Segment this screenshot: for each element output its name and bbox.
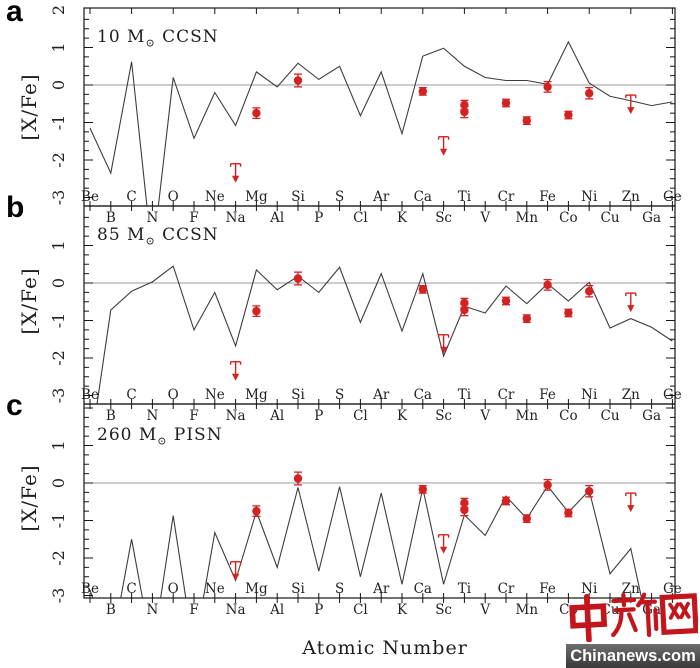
element-label-Ga: Ga (642, 210, 662, 226)
element-label-F: F (189, 408, 199, 424)
panel-b-letter: b (6, 191, 25, 224)
watermark-url: Chinanews.com (570, 646, 696, 665)
element-label-Ca: Ca (413, 189, 432, 205)
upper-limit-Na (231, 164, 241, 183)
element-label-Cr: Cr (497, 189, 515, 205)
y-tick-label: -3 (49, 587, 68, 604)
element-label-Ni: Ni (581, 387, 598, 403)
y-tick-label: -2 (49, 550, 68, 566)
upper-limit-Sc (439, 535, 449, 554)
y-tick-label: 1 (49, 440, 68, 451)
y-tick-label: 0 (49, 477, 68, 489)
y-tick-label: -1 (49, 512, 68, 529)
panel-b-title: 85 $M_⊙$ CCSN (97, 225, 219, 248)
element-label-Mn: Mn (515, 602, 539, 618)
element-label-P: P (314, 408, 324, 424)
element-label-Cu: Cu (600, 602, 620, 618)
element-label-V: V (480, 210, 491, 226)
element-label-C: C (126, 189, 137, 205)
element-label-Ga: Ga (642, 602, 662, 618)
obs-point-Ni-9 (585, 88, 593, 99)
y-tick-label: -2 (49, 350, 68, 366)
element-label-Si: Si (291, 387, 305, 403)
obs-point-Mn-6 (523, 514, 531, 522)
element-label-Cr: Cr (497, 387, 515, 403)
panel-c-title: 260 $M_⊙$ PISN (97, 425, 223, 448)
element-label-Al: Al (270, 408, 285, 424)
element-label-Cu: Cu (600, 408, 620, 424)
element-label-O: O (167, 581, 179, 597)
element-label-Co: Co (559, 210, 578, 226)
element-label-Si: Si (291, 189, 305, 205)
panel-a-letter: a (6, 0, 23, 28)
y-tick-label: 1 (49, 240, 68, 251)
element-label-S: S (334, 189, 345, 205)
upper-limit-Zn (626, 293, 636, 312)
element-label-N: N (146, 408, 159, 424)
watermark-cn-logo (568, 590, 698, 642)
element-label-N: N (146, 210, 159, 226)
element-label-Ti: Ti (457, 189, 472, 205)
y-tick-label: 0 (49, 277, 68, 289)
watermark (566, 588, 700, 668)
element-label-Al: Al (270, 210, 285, 226)
upper-limit-Zn (626, 95, 636, 114)
element-label-Be: Be (81, 189, 99, 205)
element-label-C: C (126, 387, 137, 403)
obs-point-Co-8 (564, 509, 572, 517)
element-label-Mg: Mg (245, 387, 268, 403)
obs-point-Ca-2 (419, 285, 427, 293)
obs-point-Ni-9 (585, 486, 593, 497)
element-label-F: F (189, 210, 199, 226)
element-label-K: K (396, 408, 408, 424)
element-label-Mg: Mg (245, 581, 268, 597)
element-label-Ni: Ni (581, 189, 598, 205)
element-label-S: S (334, 581, 345, 597)
model-curve-b (90, 266, 672, 452)
element-label-Cr: Cr (497, 581, 515, 597)
element-label-Fe: Fe (539, 189, 556, 205)
element-label-Ne: Ne (204, 581, 225, 597)
element-label-Mg: Mg (245, 189, 268, 205)
obs-point-Mg-0 (252, 306, 260, 317)
element-label-C: C (126, 581, 137, 597)
obs-point-Mn-6 (523, 116, 531, 124)
element-label-Zn: Zn (621, 581, 640, 597)
obs-point-Ti-4 (460, 106, 468, 117)
y-tick-label: -2 (49, 152, 68, 168)
element-label-Ne: Ne (204, 387, 225, 403)
element-label-Sc: Sc (435, 210, 453, 226)
obs-point-Cr-5 (502, 497, 510, 505)
obs-point-Cr-5 (502, 297, 510, 305)
element-label-Ar: Ar (373, 189, 390, 205)
y-tick-label: -1 (49, 312, 68, 329)
element-label-B: B (105, 602, 116, 618)
element-label-Fe: Fe (539, 581, 556, 597)
obs-point-Ni-9 (585, 286, 593, 297)
y-axis-label-c: [X/Fe] (17, 464, 41, 532)
element-label-Ge: Ge (663, 387, 682, 403)
element-label-Ne: Ne (204, 189, 225, 205)
element-label-Ar: Ar (373, 581, 390, 597)
obs-point-Fe-7 (543, 280, 551, 291)
element-label-O: O (167, 189, 179, 205)
element-label-Be: Be (81, 387, 99, 403)
element-label-Cl: Cl (353, 602, 368, 618)
element-label-Mn: Mn (515, 408, 539, 424)
element-label-Ge: Ge (663, 581, 682, 597)
element-label-B: B (105, 408, 116, 424)
y-tick-label: -3 (49, 387, 68, 404)
element-label-Na: Na (225, 408, 246, 424)
obs-point-Fe-7 (543, 480, 551, 491)
element-label-Al: Al (270, 602, 285, 618)
y-tick-label: 1 (49, 42, 68, 53)
element-label-K: K (396, 602, 408, 618)
element-label-N: N (146, 602, 159, 618)
element-label-Si: Si (291, 581, 305, 597)
obs-point-Co-8 (564, 111, 572, 119)
upper-limit-Zn (626, 493, 636, 512)
element-label-Ca: Ca (413, 387, 432, 403)
element-label-Cu: Cu (600, 210, 620, 226)
element-label-Cl: Cl (353, 408, 368, 424)
element-label-Fe: Fe (539, 387, 556, 403)
upper-limit-Na (231, 362, 241, 381)
y-tick-label: 0 (49, 79, 68, 91)
y-tick-label: -1 (49, 114, 68, 131)
element-label-Zn: Zn (621, 189, 640, 205)
element-label-Ti: Ti (457, 387, 472, 403)
element-label-K: K (396, 210, 408, 226)
panel-c-letter: c (6, 389, 23, 422)
element-label-Mn: Mn (515, 210, 539, 226)
element-label-Ge: Ge (663, 189, 682, 205)
y-axis-label-b: [X/Fe] (17, 267, 41, 335)
y-tick-label: -3 (49, 189, 68, 206)
upper-limit-Sc (439, 137, 449, 156)
element-label-Ca: Ca (413, 581, 432, 597)
element-label-Ga: Ga (642, 408, 662, 424)
element-label-Ti: Ti (457, 581, 472, 597)
element-label-Be: Be (81, 581, 99, 597)
element-label-O: O (167, 387, 179, 403)
obs-point-Ca-2 (419, 485, 427, 493)
obs-point-Ca-2 (419, 87, 427, 95)
element-label-Sc: Sc (435, 408, 453, 424)
panel-a-title: 10 $M_⊙$ CCSN (97, 27, 219, 50)
element-label-V: V (480, 602, 491, 618)
element-label-Na: Na (225, 210, 246, 226)
element-label-Ni: Ni (581, 581, 598, 597)
watermark-bar (566, 644, 700, 668)
element-label-B: B (105, 210, 116, 226)
obs-point-Mn-6 (523, 314, 531, 322)
y-tick-label: 2 (49, 4, 68, 16)
element-label-P: P (314, 210, 324, 226)
y-axis-label-a: [X/Fe] (17, 73, 41, 141)
obs-point-Cr-5 (502, 99, 510, 107)
element-label-V: V (480, 408, 491, 424)
obs-point-Mg-0 (252, 108, 260, 119)
element-label-Ar: Ar (373, 387, 390, 403)
element-label-S: S (334, 387, 345, 403)
element-label-P: P (314, 602, 324, 618)
obs-point-Mg-0 (252, 506, 260, 517)
element-label-Na: Na (225, 602, 246, 618)
element-label-Co: Co (559, 602, 578, 618)
element-label-Sc: Sc (435, 602, 453, 618)
obs-point-Ti-4 (460, 504, 468, 515)
obs-point-Co-8 (564, 309, 572, 317)
element-label-F: F (189, 602, 199, 618)
x-axis-label: Atomic Number (302, 637, 468, 659)
element-label-Zn: Zn (621, 387, 640, 403)
element-label-Cl: Cl (353, 210, 368, 226)
element-label-Co: Co (559, 408, 578, 424)
